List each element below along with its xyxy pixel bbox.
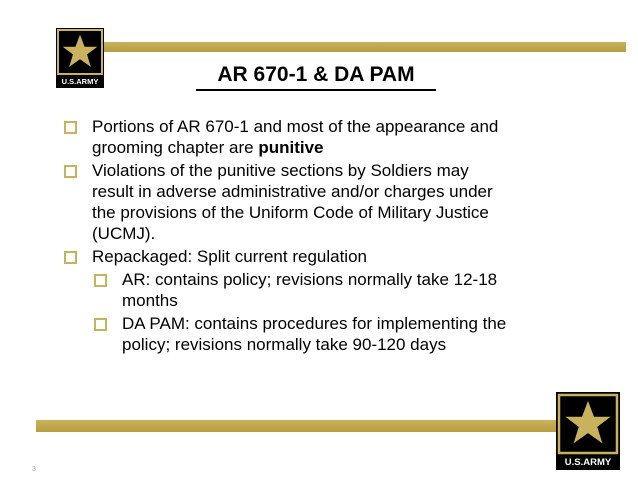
bullet-line: Violations of the punitive sections by Soldiers may xyxy=(92,161,469,180)
bullet-item xyxy=(60,116,580,158)
bold-text: punitive xyxy=(258,138,324,157)
slide-title: AR 670-1 & DA PAM xyxy=(196,62,436,91)
bottom-gold-band xyxy=(36,420,558,432)
top-gold-band xyxy=(104,42,626,52)
bullet-item xyxy=(60,246,580,267)
page-number: 3 xyxy=(32,466,36,473)
slide-content xyxy=(60,116,580,357)
bullet-line: (UCMJ). xyxy=(92,224,156,243)
bullet-line: AR: contains policy; revisions normally take 12-18 xyxy=(122,270,498,289)
square-bullet-icon xyxy=(64,121,77,134)
square-bullet-icon xyxy=(94,318,107,331)
bullet-item xyxy=(60,160,580,244)
bullet-line: policy; revisions normally take 90-120 days xyxy=(122,335,447,354)
bullet-line: months xyxy=(122,291,178,310)
logo-text: U.S.ARMY xyxy=(61,77,99,86)
sub-bullet-item xyxy=(90,269,580,311)
square-bullet-icon xyxy=(94,274,107,287)
sub-bullet-item xyxy=(90,313,580,355)
bullet-line: DA PAM: contains procedures for implementing the xyxy=(122,314,507,333)
bullet-line: the provisions of the Uniform Code of Military Justice xyxy=(92,203,489,222)
bullet-line: result in adverse administrative and/or charges under xyxy=(92,182,493,201)
bullet-line: grooming chapter are punitive xyxy=(92,138,324,157)
army-star-logo-top xyxy=(56,28,104,88)
logo-text: U.S.ARMY xyxy=(564,457,612,468)
army-star-logo-bottom xyxy=(556,392,620,470)
bullet-line: Repackaged: Split current regulation xyxy=(92,247,367,266)
square-bullet-icon xyxy=(64,165,77,178)
square-bullet-icon xyxy=(64,251,77,264)
bullet-line: Portions of AR 670-1 and most of the appearance and xyxy=(92,117,499,136)
